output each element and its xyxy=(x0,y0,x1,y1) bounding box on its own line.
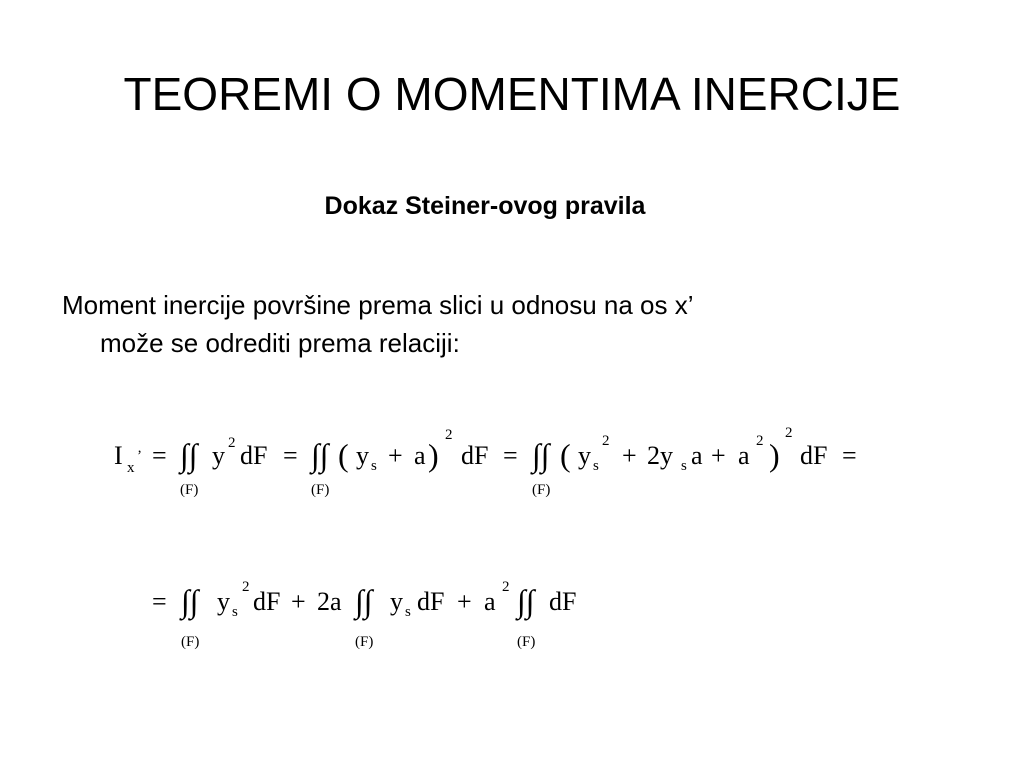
s-subscript: s xyxy=(232,604,238,620)
s-subscript: s xyxy=(681,458,687,474)
exponent-2: 2 xyxy=(445,427,453,443)
s-subscript: s xyxy=(593,458,599,474)
double-integral-6: ∫∫ xyxy=(517,583,535,619)
y-var: y xyxy=(390,587,403,616)
y-var: y xyxy=(356,441,369,470)
y-var: y xyxy=(212,441,225,470)
exponent-2: 2 xyxy=(502,579,510,595)
plus-sign: + xyxy=(622,441,637,470)
domain-label-1: (F) xyxy=(180,482,199,498)
exponent-2: 2 xyxy=(785,425,793,441)
double-integral-1: ∫∫ xyxy=(180,437,198,473)
a-var: a xyxy=(691,441,703,470)
dF-term: dF xyxy=(549,587,577,616)
a-var: a xyxy=(484,587,496,616)
x-subscript: x xyxy=(127,460,135,476)
s-subscript: s xyxy=(405,604,411,620)
equals-sign: = xyxy=(152,441,167,470)
dF-term: dF xyxy=(800,441,828,470)
two-y-term: 2y xyxy=(647,441,673,470)
domain-label-5: (F) xyxy=(355,634,374,650)
domain-label-4: (F) xyxy=(181,634,200,650)
two-a-term: 2a xyxy=(317,587,342,616)
equals-sign: = xyxy=(842,441,857,470)
double-integral-2: ∫∫ xyxy=(311,437,329,473)
double-integral-3: ∫∫ xyxy=(532,437,550,473)
domain-label-6: (F) xyxy=(517,634,536,650)
a-var: a xyxy=(738,441,750,470)
slide-subtitle: Dokaz Steiner-ovog pravila xyxy=(324,192,646,220)
dF-term: dF xyxy=(461,441,489,470)
left-paren: ( xyxy=(338,437,349,473)
dF-term: dF xyxy=(240,441,268,470)
a-var: a xyxy=(414,441,426,470)
equals-sign: = xyxy=(283,441,298,470)
s-subscript: s xyxy=(371,458,377,474)
formula-line-1 xyxy=(114,425,857,498)
paragraph-line-2: može se odrediti prema relaciji: xyxy=(100,328,460,358)
plus-sign: + xyxy=(457,587,472,616)
domain-label-3: (F) xyxy=(532,482,551,498)
left-paren: ( xyxy=(560,437,571,473)
slide-title: TEOREMI O MOMENTIMA INERCIJE xyxy=(123,68,901,120)
exponent-2: 2 xyxy=(242,579,250,595)
domain-label-2: (F) xyxy=(311,482,330,498)
prime-mark: ’ xyxy=(137,448,142,464)
dF-term: dF xyxy=(417,587,445,616)
dF-term: dF xyxy=(253,587,281,616)
exponent-2: 2 xyxy=(228,435,236,451)
y-var: y xyxy=(217,587,230,616)
right-paren: ) xyxy=(769,437,780,473)
paragraph-line-1: Moment inercije površine prema slici u odnosu na os x’ xyxy=(62,290,694,320)
plus-sign: + xyxy=(711,441,726,470)
right-paren: ) xyxy=(428,437,439,473)
formula-line-2 xyxy=(152,579,576,650)
double-integral-5: ∫∫ xyxy=(355,583,373,619)
double-integral-4: ∫∫ xyxy=(181,583,199,619)
equals-sign: = xyxy=(152,587,167,616)
exponent-2: 2 xyxy=(602,433,610,449)
exponent-2: 2 xyxy=(756,433,764,449)
plus-sign: + xyxy=(291,587,306,616)
y-var: y xyxy=(578,441,591,470)
equals-sign: = xyxy=(503,441,518,470)
moment-symbol: I xyxy=(114,441,123,470)
plus-sign: + xyxy=(388,441,403,470)
